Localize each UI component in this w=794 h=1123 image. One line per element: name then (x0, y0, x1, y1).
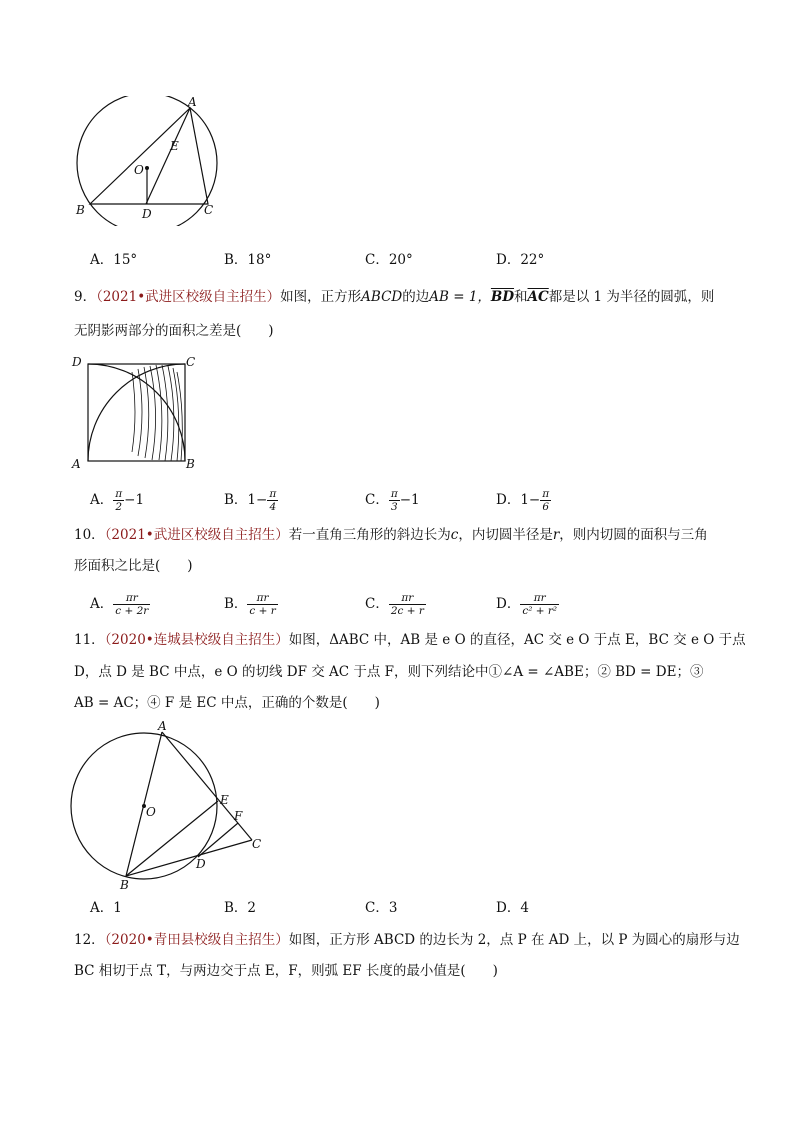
q9-source: （2021•武进区校级自主招生） (96, 289, 281, 305)
arc-ac-label: $\overline{AC}$ (527, 289, 549, 305)
q9-option-d[interactable]: D．1− $\frac{\pi}{6}$ (496, 488, 550, 513)
triangle-abc (90, 108, 208, 204)
label-f: F (234, 809, 243, 823)
q12-line-1: 12．（2020•青田县校级自主招生）如图，正方形 ABCD 的边长为 2，点 P 在 AD 上，以 P 为圆心的扇形与边 (74, 932, 740, 948)
segment-bc (126, 840, 252, 876)
label-d: D (196, 857, 206, 871)
q9-line-1: 9．（2021•武进区校级自主招生）如图，正方形ABCD的边AB = 1，$\overline{BD}$和$\overline{AC}$都是以 1 为半径的圆弧，则 (74, 289, 715, 305)
q9-number: 9． (74, 289, 97, 305)
q11-figure (66, 718, 276, 893)
q10-source: （2021•武进区校级自主招生） (104, 527, 289, 543)
q8-option-a[interactable]: A．15° (90, 252, 138, 268)
label-a: A (158, 719, 167, 733)
tangent-df (198, 823, 238, 857)
label-d: D (142, 207, 152, 221)
segment-ac (162, 732, 252, 840)
q11-line-3: AB = AC；④ F 是 EC 中点，正确的个数是( ) (74, 695, 380, 711)
q9-figure (68, 352, 198, 474)
label-e: E (220, 793, 229, 807)
q11-source: （2020•连城县校级自主招生） (104, 632, 289, 648)
label-d: D (72, 355, 82, 369)
label-a: A (72, 457, 81, 471)
q11-line-2: D，点 D 是 BC 中点，e O 的切线 DF 交 AC 于点 F，则下列结论中①∠A = ∠ABE；② BD = DE；③ (74, 664, 704, 680)
q11-number: 11． (74, 632, 105, 648)
q12-source: （2020•青田县校级自主招生） (104, 932, 289, 948)
label-c: C (186, 355, 196, 369)
q8-option-b[interactable]: B．18° (224, 252, 272, 268)
label-a: A (188, 96, 197, 109)
label-o: O (134, 163, 144, 177)
label-e: E (170, 139, 179, 153)
q10-line-1: 10．（2021•武进区校级自主招生）若一直角三角形的斜边长为c，内切圆半径是r，则内切圆的面积与三角 (74, 527, 708, 543)
q10-number: 10． (74, 527, 105, 543)
q9-option-c[interactable]: C． $\frac{\pi}{3}$ −1 (365, 488, 420, 513)
q8-option-d[interactable]: D．22° (496, 252, 545, 268)
label-b: B (120, 878, 129, 892)
q10-option-a[interactable]: A． $\frac{\pi r}{c + 2r}$ (90, 592, 149, 617)
segment-ad (146, 108, 190, 204)
q9-option-b[interactable]: B．1− $\frac{\pi}{4}$ (224, 488, 277, 513)
q9-option-a[interactable]: A． $\frac{\pi}{2}$ −1 (90, 488, 145, 513)
q11-line-1: 11．（2020•连城县校级自主招生）如图，ΔABC 中，AB 是 e O 的直径，AC 交 e O 于点 E，BC 交 e O 于点 (74, 632, 746, 648)
label-o: O (146, 805, 156, 819)
q11-option-a[interactable]: A．1 (90, 900, 122, 916)
q10-option-b[interactable]: B． $\frac{\pi r}{c + r}$ (224, 592, 276, 617)
label-c: C (204, 203, 214, 217)
q11-option-d[interactable]: D．4 (496, 900, 529, 916)
q12-line-2: BC 相切于点 T，与两边交于点 E，F，则弧 EF 长度的最小值是( ) (74, 963, 498, 979)
label-b: B (76, 203, 85, 217)
q8-figure (70, 96, 230, 226)
q10-option-d[interactable]: D． $\frac{\pi r}{\text{c² + r²}}$ (496, 592, 558, 617)
label-b: B (186, 457, 195, 471)
q12-number: 12． (74, 932, 105, 948)
q8-option-c[interactable]: C．20° (365, 252, 413, 268)
q10-option-c[interactable]: C． $\frac{\pi r}{2c + r}$ (365, 592, 424, 617)
q10-line-2: 形面积之比是( ) (74, 558, 193, 574)
arc-bd-label: $\overline{BD}$ (490, 289, 515, 305)
q9-line-2: 无阴影两部分的面积之差是( ) (74, 323, 274, 339)
label-c: C (252, 837, 262, 851)
q11-option-b[interactable]: B．2 (224, 900, 257, 916)
center-o (145, 166, 149, 170)
q11-option-c[interactable]: C．3 (365, 900, 398, 916)
